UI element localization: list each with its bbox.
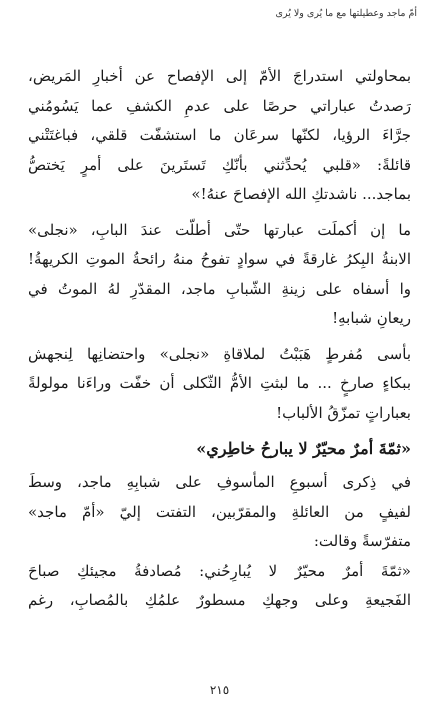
text-line: رَصدتُ عباراتي حرصًا على عدمِ الكشفِ عما يَسُومُني [28,96,411,115]
paragraph-1 [28,62,411,210]
section-heading: «ثمّةَ أمرٌ محيّرٌ لا يبارحُ خاطِري» [196,439,411,458]
text-line: متفرّسةً وقالت: [313,532,411,550]
running-header: أمّ ماجد وعطيلتها مع ما يُرى ولا يُرى [275,8,417,19]
paragraph-2 [28,216,411,334]
text-line: وا أسفاه على زينةِ الشّبابِ ماجد، المقدّرِ لهُ الموتُ في [28,279,411,298]
paragraph-4 [28,468,411,557]
paragraph-5 [28,557,411,616]
text-line: قائلةً: «قلبي يُحدِّثني بأنّكِ تَستَرينَ على أمرٍ يَختصُّ [28,155,411,174]
body-text [28,62,411,616]
text-line: بماجد... ناشدتكِ الله الإفصاحَ عنهُ!» [191,185,411,203]
page-number: ٢١٥ [209,683,230,697]
text-line: «ثمّةَ أمرٌ محيّرٌ لا يُبارِحُني: مُصادفةُ مجيئكِ صباحَ [28,561,411,580]
text-line: لفيفٍ من العائلةِ والمقرّبين، التفتت إليّ «أمّ ماجد» [28,502,411,521]
text-line: جرَّاءَ الرؤيا، لكنّها سرعَان ما استشفّت قلقي، فباغتَتْني [28,126,411,144]
text-line: بعباراتٍ تمزّقُ الألباب! [276,403,411,422]
text-line: الابنةُ البِكرُ غارقةً في سوادٍ تفوحُ منهُ رائحةُ الموتِ الكريهةُ! [28,250,411,268]
text-line: ببكاءٍ صارخٍ ... ما لبثتِ الأمُّ الثّكلى أن خفّت وراءَنا مولولةً [28,374,411,392]
text-line: في ذِكرى أسبوعِ المأسوفِ على شبابِهِ ماجد، وسطَ [28,473,411,491]
paragraph-3 [28,340,411,429]
text-line: بأسى مُفرطٍ هَبَبْتُ لملاقاةِ «نجلى» واحتضانِها لِنجهش [28,344,411,363]
text-line: الفَجيعةِ وعلى وجهكِ مسطورٌ علمُكِ بالمُصابِ، رغم [28,591,411,609]
text-line: بمحاولتي استدراجَ الأمّ إلى الإفصاح عن أخبارِ المَريض، [28,67,411,85]
text-line: ما إن أكملَت عبارتها حتّى أطلّت عندَ البابِ، «نجلى» [28,220,411,239]
text-line: ريعانِ شبابهِ! [332,309,411,327]
